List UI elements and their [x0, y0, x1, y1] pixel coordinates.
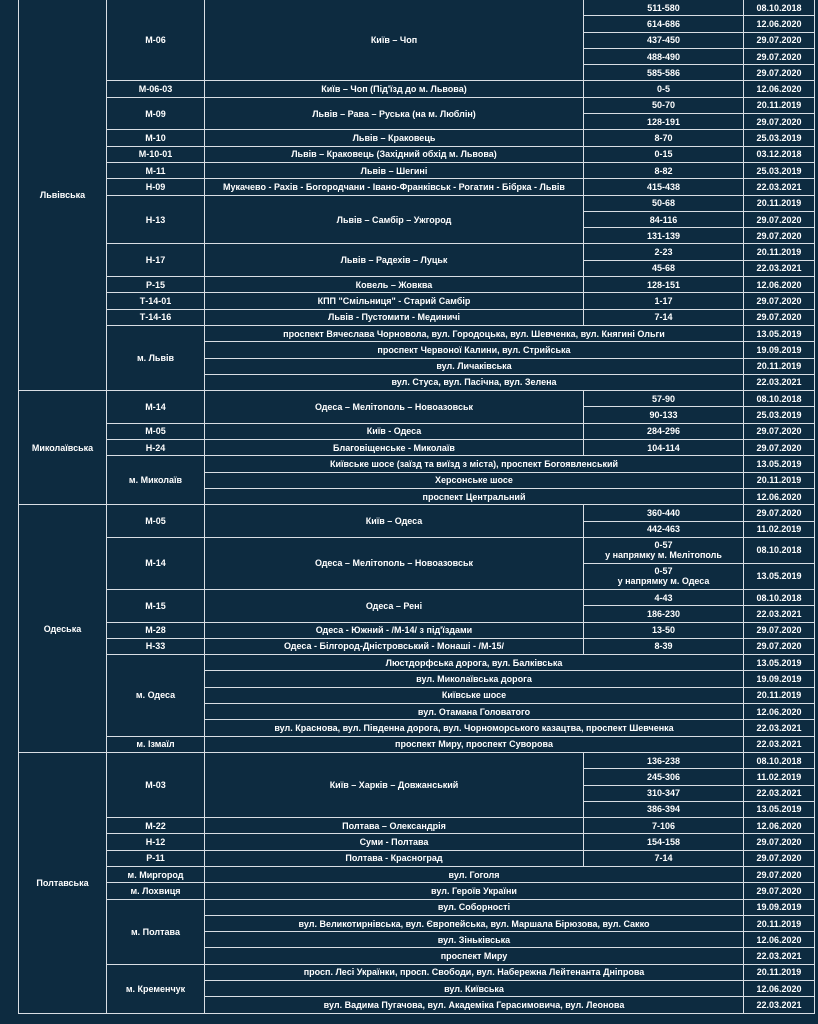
km-cell: 8-82: [584, 162, 744, 178]
route-cell: Львів – Краковець: [205, 130, 584, 146]
route-cell: Київ – Харків – Довжанський: [205, 752, 584, 817]
route-cell: Львів – Шегині: [205, 162, 584, 178]
date-cell: 11.02.2019: [744, 769, 815, 785]
km-cell: 310-347: [584, 785, 744, 801]
date-cell: 29.07.2020: [744, 622, 815, 638]
km-cell: 104-114: [584, 440, 744, 456]
roads-table-body: [19, 0, 815, 1013]
date-cell: 22.03.2021: [744, 260, 815, 276]
table-row: [19, 622, 815, 638]
street-cell: вул. Миколаївська дорога: [205, 671, 744, 687]
route-cell: Львів – Радехів – Луцьк: [205, 244, 584, 277]
date-cell: 12.06.2020: [744, 16, 815, 32]
route-cell: Львів – Рава – Руська (на м. Люблін): [205, 97, 584, 130]
km-cell: 131-139: [584, 228, 744, 244]
date-cell: 29.07.2020: [744, 883, 815, 899]
table-row: [19, 883, 815, 899]
table-row: [19, 964, 815, 980]
km-cell: 511-580: [584, 0, 744, 16]
region-cell: Миколаївська: [19, 391, 107, 505]
route-cell: Львів – Самбір – Ужгород: [205, 195, 584, 244]
date-cell: 29.07.2020: [744, 638, 815, 654]
table-row: [19, 537, 815, 563]
date-cell: 12.06.2020: [744, 818, 815, 834]
date-cell: 29.07.2020: [744, 440, 815, 456]
table-row: [19, 0, 815, 16]
date-cell: 20.11.2019: [744, 687, 815, 703]
km-cell: 7-14: [584, 850, 744, 866]
table-row: [19, 97, 815, 113]
km-cell: 7-14: [584, 309, 744, 325]
road-code-cell: М-10: [107, 130, 205, 146]
street-cell: проспект Червоної Калини, вул. Стрийська: [205, 342, 744, 358]
date-cell: 29.07.2020: [744, 65, 815, 81]
road-code-cell: М-22: [107, 818, 205, 834]
route-cell: Одеса - Білгород-Дністровський - Монаші - /М-15/: [205, 638, 584, 654]
table-row: [19, 440, 815, 456]
route-cell: Київ - Одеса: [205, 423, 584, 439]
date-cell: 20.11.2019: [744, 358, 815, 374]
date-cell: 22.03.2021: [744, 948, 815, 964]
date-cell: 29.07.2020: [744, 48, 815, 64]
region-cell: Львівська: [19, 0, 107, 391]
street-cell: Київське шосе (заїзд та виїзд з міста), проспект Богоявленський: [205, 456, 744, 472]
city-cell: м. Кременчук: [107, 964, 205, 1013]
km-cell: 13-50: [584, 622, 744, 638]
table-row: [19, 850, 815, 866]
route-cell: КПП "Смільниця" - Старий Самбір: [205, 293, 584, 309]
date-cell: 08.10.2018: [744, 0, 815, 16]
km-cell: 4-43: [584, 589, 744, 605]
road-code-cell: М-28: [107, 622, 205, 638]
table-row: [19, 834, 815, 850]
date-cell: 12.06.2020: [744, 277, 815, 293]
km-cell: 128-191: [584, 114, 744, 130]
km-cell: 2-23: [584, 244, 744, 260]
city-cell: м. Одеса: [107, 655, 205, 736]
table-row: [19, 456, 815, 472]
route-cell: Полтава - Красноград: [205, 850, 584, 866]
table-row: [19, 146, 815, 162]
table-row: [19, 391, 815, 407]
table-row: [19, 179, 815, 195]
road-code-cell: М-14: [107, 391, 205, 424]
date-cell: 20.11.2019: [744, 964, 815, 980]
km-direction-note: у напрямку м. Мелітополь: [605, 550, 722, 561]
road-code-cell: М-10-01: [107, 146, 205, 162]
table-row: [19, 818, 815, 834]
date-cell: 13.05.2019: [744, 801, 815, 817]
date-cell: 22.03.2021: [744, 785, 815, 801]
road-code-cell: М-06-03: [107, 81, 205, 97]
route-cell: Львів – Краковець (Західний обхід м. Львова): [205, 146, 584, 162]
date-cell: 20.11.2019: [744, 915, 815, 931]
roads-table: [18, 0, 815, 1014]
km-cell: 57-90: [584, 391, 744, 407]
street-cell: проспект Миру, проспект Суворова: [205, 736, 744, 752]
street-cell: вул. Великотирнівська, вул. Європейська, вул. Маршала Бірюзова, вул. Сакко: [205, 915, 744, 931]
date-cell: 25.03.2019: [744, 407, 815, 423]
table-row: [19, 325, 815, 341]
road-code-cell: М-11: [107, 162, 205, 178]
region-cell: Полтавська: [19, 752, 107, 1013]
road-code-cell: М-03: [107, 752, 205, 817]
km-cell: 360-440: [584, 505, 744, 521]
km-cell: 415-438: [584, 179, 744, 195]
km-cell: 90-133: [584, 407, 744, 423]
street-cell: вул. Личаківська: [205, 358, 744, 374]
date-cell: 29.07.2020: [744, 211, 815, 227]
date-cell: 19.09.2019: [744, 342, 815, 358]
km-cell: 585-586: [584, 65, 744, 81]
date-cell: 19.09.2019: [744, 671, 815, 687]
date-cell: 29.07.2020: [744, 505, 815, 521]
date-cell: 20.11.2019: [744, 195, 815, 211]
km-cell: 386-394: [584, 801, 744, 817]
city-cell: м. Миколаїв: [107, 456, 205, 505]
km-cell: 442-463: [584, 521, 744, 537]
road-code-cell: Н-24: [107, 440, 205, 456]
route-cell: Благовіщенське - Миколаїв: [205, 440, 584, 456]
date-cell: 29.07.2020: [744, 850, 815, 866]
table-row: [19, 505, 815, 521]
street-cell: просп. Лесі Українки, просп. Свободи, вул. Набережна Лейтенанта Дніпрова: [205, 964, 744, 980]
table-row: [19, 81, 815, 97]
route-cell: Київ – Одеса: [205, 505, 584, 538]
road-code-cell: Н-13: [107, 195, 205, 244]
date-cell: 29.07.2020: [744, 309, 815, 325]
date-cell: 29.07.2020: [744, 32, 815, 48]
city-cell: м. Миргород: [107, 867, 205, 883]
date-cell: 13.05.2019: [744, 655, 815, 671]
region-cell: Одеська: [19, 505, 107, 753]
date-cell: 22.03.2021: [744, 179, 815, 195]
street-cell: вул. Героїв України: [205, 883, 744, 899]
km-cell: 614-686: [584, 16, 744, 32]
date-cell: 22.03.2021: [744, 736, 815, 752]
date-cell: 29.07.2020: [744, 834, 815, 850]
date-cell: 22.03.2021: [744, 720, 815, 736]
date-cell: 19.09.2019: [744, 899, 815, 915]
table-row: [19, 309, 815, 325]
km-cell: 284-296: [584, 423, 744, 439]
km-range: 0-57: [654, 566, 673, 577]
table-row: [19, 867, 815, 883]
km-cell: 50-70: [584, 97, 744, 113]
date-cell: 20.11.2019: [744, 244, 815, 260]
table-row: [19, 899, 815, 915]
date-cell: 22.03.2021: [744, 606, 815, 622]
route-cell: Одеса - Южний - /М-14/ з під'їздами: [205, 622, 584, 638]
km-cell: 437-450: [584, 32, 744, 48]
table-row: [19, 162, 815, 178]
city-cell: м. Полтава: [107, 899, 205, 964]
table-row: [19, 638, 815, 654]
table-row: [19, 130, 815, 146]
road-code-cell: М-05: [107, 423, 205, 439]
date-cell: 20.11.2019: [744, 97, 815, 113]
street-cell: вул. Стуса, вул. Пасічна, вул. Зелена: [205, 374, 744, 390]
city-cell: м. Лохвиця: [107, 883, 205, 899]
date-cell: 12.06.2020: [744, 704, 815, 720]
date-cell: 25.03.2019: [744, 130, 815, 146]
date-cell: 22.03.2021: [744, 374, 815, 390]
km-cell: 245-306: [584, 769, 744, 785]
km-cell: 45-68: [584, 260, 744, 276]
km-range: 0-57: [654, 540, 673, 551]
table-row: [19, 589, 815, 605]
date-cell: 13.05.2019: [744, 456, 815, 472]
table-row: [19, 752, 815, 768]
route-cell: Полтава – Олександрія: [205, 818, 584, 834]
date-cell: 29.07.2020: [744, 293, 815, 309]
km-cell: 136-238: [584, 752, 744, 768]
street-cell: проспект Вячеслава Чорновола, вул. Городоцька, вул. Шевченка, вул. Княгині Ольги: [205, 325, 744, 341]
street-cell: Херсонське шосе: [205, 472, 744, 488]
date-cell: 12.06.2020: [744, 81, 815, 97]
date-cell: 25.03.2019: [744, 162, 815, 178]
date-cell: 29.07.2020: [744, 423, 815, 439]
date-cell: 11.02.2019: [744, 521, 815, 537]
km-cell: [584, 537, 744, 563]
city-cell: м. Ізмаїл: [107, 736, 205, 752]
date-cell: 08.10.2018: [744, 589, 815, 605]
street-cell: вул. Гоголя: [205, 867, 744, 883]
street-cell: вул. Вадима Пугачова, вул. Академіка Герасимовича, вул. Леонова: [205, 997, 744, 1013]
date-cell: 08.10.2018: [744, 391, 815, 407]
route-cell: Мукачево - Рахів - Богородчани - Івано-Франківськ - Рогатин - Бібрка - Львів: [205, 179, 584, 195]
road-code-cell: М-06: [107, 0, 205, 81]
street-cell: вул. Краснова, вул. Південна дорога, вул. Чорноморського казацтва, проспект Шевченка: [205, 720, 744, 736]
road-code-cell: Т-14-16: [107, 309, 205, 325]
road-code-cell: Т-14-01: [107, 293, 205, 309]
date-cell: 29.07.2020: [744, 114, 815, 130]
street-cell: вул. Зіньківська: [205, 932, 744, 948]
km-cell: 0-15: [584, 146, 744, 162]
km-cell: [584, 563, 744, 589]
route-cell: Київ – Чоп (Під'їзд до м. Львова): [205, 81, 584, 97]
street-cell: Люстдорфська дорога, вул. Балківська: [205, 655, 744, 671]
street-cell: вул. Київська: [205, 981, 744, 997]
route-cell: Суми - Полтава: [205, 834, 584, 850]
city-cell: м. Львів: [107, 325, 205, 390]
street-cell: проспект Миру: [205, 948, 744, 964]
road-code-cell: Н-33: [107, 638, 205, 654]
date-cell: 20.11.2019: [744, 472, 815, 488]
road-code-cell: Н-09: [107, 179, 205, 195]
street-cell: проспект Центральний: [205, 488, 744, 504]
table-row: [19, 244, 815, 260]
date-cell: 12.06.2020: [744, 932, 815, 948]
date-cell: 13.05.2019: [744, 325, 815, 341]
table-row: [19, 195, 815, 211]
km-cell: 0-5: [584, 81, 744, 97]
street-cell: Київське шосе: [205, 687, 744, 703]
date-cell: 08.10.2018: [744, 752, 815, 768]
street-cell: вул. Соборності: [205, 899, 744, 915]
km-cell: 7-106: [584, 818, 744, 834]
road-code-cell: Р-15: [107, 277, 205, 293]
km-cell: 84-116: [584, 211, 744, 227]
table-row: [19, 277, 815, 293]
km-cell: 128-151: [584, 277, 744, 293]
table-row: [19, 293, 815, 309]
date-cell: 13.05.2019: [744, 563, 815, 589]
km-direction-note: у напрямку м. Одеса: [617, 576, 710, 587]
table-row: [19, 655, 815, 671]
route-cell: Одеса – Мелітополь – Новоазовськ: [205, 537, 584, 589]
road-code-cell: М-09: [107, 97, 205, 130]
date-cell: 08.10.2018: [744, 537, 815, 563]
km-cell: 50-68: [584, 195, 744, 211]
table-row: [19, 423, 815, 439]
table-row: [19, 736, 815, 752]
date-cell: 03.12.2018: [744, 146, 815, 162]
road-code-cell: М-14: [107, 537, 205, 589]
route-cell: Одеса – Мелітополь – Новоазовськ: [205, 391, 584, 424]
road-code-cell: М-15: [107, 589, 205, 622]
route-cell: Львів - Пустомити - Мединичі: [205, 309, 584, 325]
km-cell: 154-158: [584, 834, 744, 850]
date-cell: 22.03.2021: [744, 997, 815, 1013]
route-cell: Ковель – Жовква: [205, 277, 584, 293]
km-cell: 1-17: [584, 293, 744, 309]
street-cell: вул. Отамана Головатого: [205, 704, 744, 720]
km-cell: 488-490: [584, 48, 744, 64]
route-cell: Одеса – Рені: [205, 589, 584, 622]
km-cell: 8-70: [584, 130, 744, 146]
road-code-cell: М-05: [107, 505, 205, 538]
road-code-cell: Н-12: [107, 834, 205, 850]
road-code-cell: Н-17: [107, 244, 205, 277]
route-cell: Київ – Чоп: [205, 0, 584, 81]
date-cell: 29.07.2020: [744, 228, 815, 244]
km-cell: 8-39: [584, 638, 744, 654]
km-cell: 186-230: [584, 606, 744, 622]
date-cell: 12.06.2020: [744, 488, 815, 504]
road-code-cell: Р-11: [107, 850, 205, 866]
date-cell: 12.06.2020: [744, 981, 815, 997]
date-cell: 29.07.2020: [744, 867, 815, 883]
